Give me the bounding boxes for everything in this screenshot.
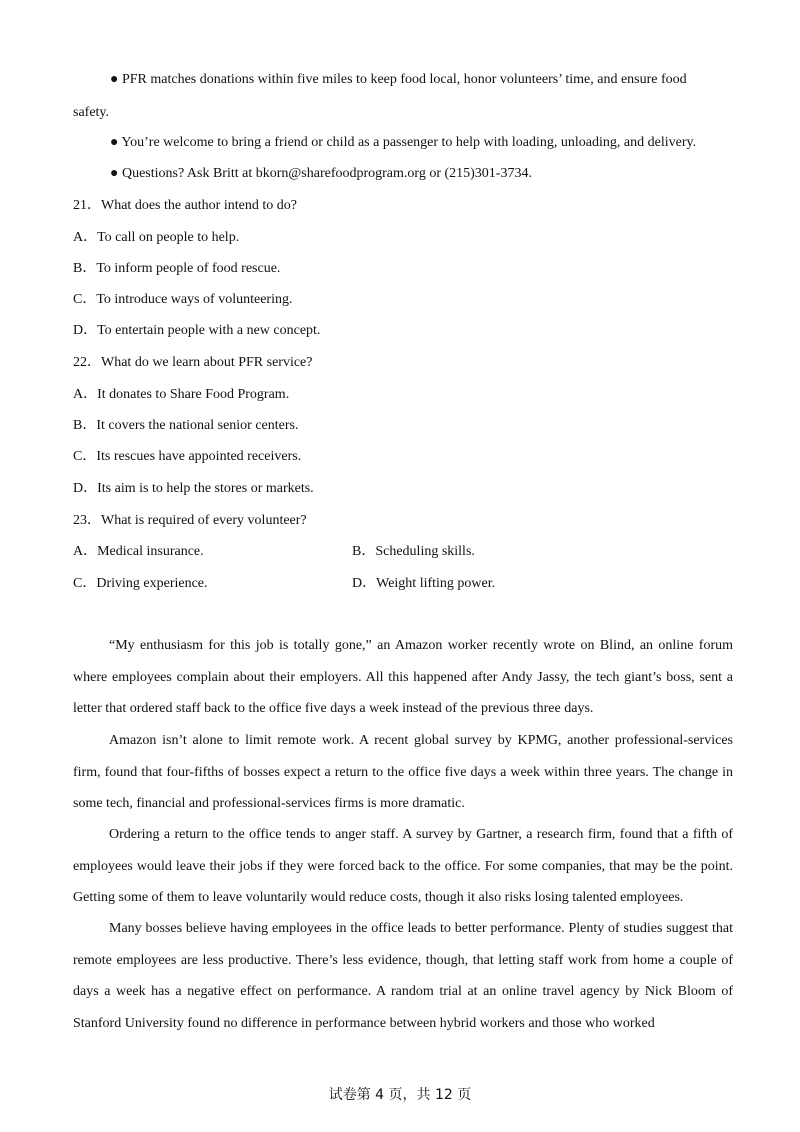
question-22-option-d[interactable]: D．Its aim is to help the stores or markets. [73,481,314,496]
question-21-option-b[interactable]: B．To inform people of food rescue. [73,261,281,276]
question-23-option-c[interactable]: C．Driving experience. [73,576,208,591]
question-22-option-a[interactable]: A．It donates to Share Food Program. [73,387,290,402]
question-22-stem: 22．What do we learn about PFR service? [73,355,313,370]
question-22-option-c[interactable]: C．Its rescues have appointed receivers. [73,449,302,464]
bullet-bring-friend: ● You’re welcome to bring a friend or child as a passenger to help with loading, unloading, and delivery. [110,135,697,150]
question-23-option-b[interactable]: B．Scheduling skills. [352,544,475,559]
passage-paragraph-2: Amazon isn’t alone to limit remote work. A recent global survey by KPMG, another professional-services firm, found that four-fifths of bosses expect a return to the office five days a week within three years. The change in some tech, financial and professional-services firms is more dramatic. [73,733,733,811]
bullet-pfr-matches-cont: safety. [73,105,110,120]
bullet-questions-contact: ● Questions? Ask Britt at bkorn@sharefoodprogram.org or (215)301-3734. [110,166,532,181]
page-footer: 试卷第 4 页，共 12 页 [328,1087,472,1103]
question-23-option-d[interactable]: D．Weight lifting power. [352,576,496,591]
question-21-stem: 21．What does the author intend to do? [73,198,297,213]
question-21-option-d[interactable]: D．To entertain people with a new concept. [73,323,321,338]
passage-paragraph-1: “My enthusiasm for this job is totally gone,” an Amazon worker recently wrote on Blind, an online forum where employees complain about their employers. All this happened after Andy Jassy, the tech giant’s boss, sent a letter that ordered staff back to the office five days a week instead of the previous three days. [73,638,733,716]
bullet-pfr-matches: ● PFR matches donations within five miles to keep food local, honor volunteers’ time, and ensure food [110,72,687,87]
question-23-option-a[interactable]: A．Medical insurance. [73,544,204,559]
question-22-option-b[interactable]: B．It covers the national senior centers. [73,418,299,433]
question-21-option-a[interactable]: A．To call on people to help. [73,230,240,245]
passage-paragraph-3: Ordering a return to the office tends to anger staff. A survey by Gartner, a research firm, found that a fifth of employees would leave their jobs if they were forced back to the office. For some companies, that may be the point. Getting some of them to leave voluntarily would reduce costs, though it also risks losing talented employees. [73,827,733,905]
question-21-option-c[interactable]: C．To introduce ways of volunteering. [73,292,293,307]
question-23-stem: 23．What is required of every volunteer? [73,513,307,528]
passage-paragraph-4: Many bosses believe having employees in the office leads to better performance. Plenty of studies suggest that remote employees are less productive. There’s less evidence, though, that letting staff work from home a couple of days a week has a negative effect on performance. A random trial at an online travel agency by Nick Bloom of Stanford University found no difference in performance between hybrid workers and those who worked [73,921,733,1031]
